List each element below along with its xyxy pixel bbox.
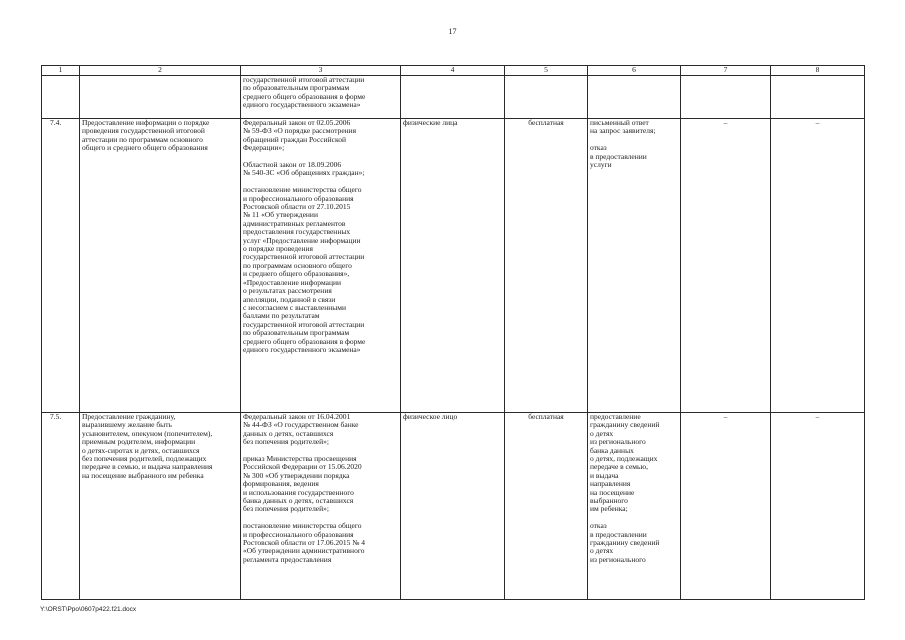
text-line: государственной итоговой аттестации <box>243 252 365 262</box>
text-line: предоставления государственных <box>243 227 351 237</box>
col8-value: – <box>771 413 865 600</box>
text-line: Российской Федерации от 15.06.2020 <box>243 462 362 472</box>
text-line: и среднего общего образования», <box>243 269 350 279</box>
text-line: «Предоставление информации <box>243 277 342 287</box>
text-line: передаче в семью, и выдача направления <box>82 462 213 472</box>
legal-basis <box>241 119 401 413</box>
text-line: Федерации»; <box>243 143 285 153</box>
column-header: 6 <box>588 66 681 76</box>
text-line: единого государственного экзамена» <box>243 344 361 354</box>
cell-result <box>588 76 681 119</box>
text-line: на запрос заявителя; <box>590 126 656 136</box>
table-row-7-5 <box>42 413 865 600</box>
text-line: с несогласием с выставленными <box>243 302 347 312</box>
recipients: физические лица <box>401 119 505 413</box>
service-name <box>80 413 241 600</box>
text-line: без попечения родителей, подлежащих <box>82 454 207 464</box>
text-line: на посещение выбранного им ребенка <box>82 470 204 480</box>
text-line: Областной закон от 18.09.2006 <box>243 160 342 170</box>
text-line: без попечения родителей»; <box>243 437 329 447</box>
column-header: 5 <box>505 66 588 76</box>
text-line: усыновителем, опекуном (попечителем), <box>82 428 213 438</box>
text-line: гражданину сведений <box>590 538 660 548</box>
text-line: Федеральный закон от 02.05.2006 <box>243 118 351 127</box>
text-line: о детях-сиротах и детях, оставшихся <box>82 445 200 455</box>
column-header: 1 <box>42 66 80 76</box>
text-line: № 540-ЗС «Об обращениях граждан»; <box>243 168 365 178</box>
continuation-row <box>42 76 865 119</box>
column-header: 7 <box>681 66 771 76</box>
text-line: среднего общего образования в форме <box>243 91 366 101</box>
text-line: Предоставление информации о порядке <box>82 118 210 127</box>
cost: бесплатная <box>505 413 588 600</box>
text-line: постановление министерства общего <box>243 521 362 531</box>
page-number: 17 <box>448 27 457 36</box>
text-line: и выдача <box>590 470 619 480</box>
recipients: физическое лицо <box>401 413 505 600</box>
text-line: о результатах рассмотрения <box>243 286 332 296</box>
cell-cost <box>505 76 588 119</box>
col7-value: – <box>681 119 771 413</box>
text-line: проведения государственной итоговой <box>82 126 205 136</box>
service-name <box>80 119 241 413</box>
text-line: о детях <box>590 546 614 556</box>
row-number: 7.4. <box>42 119 80 413</box>
text-line: Федеральный закон от 16.04.2001 <box>243 412 351 421</box>
text-line: передаче в семью, <box>590 462 648 472</box>
text-line: из регионального <box>590 554 646 564</box>
cell-legal-basis <box>241 76 401 119</box>
text-line: общего и среднего общего образования <box>82 143 208 153</box>
text-line: направления <box>590 479 631 489</box>
cell-recipients <box>401 76 505 119</box>
services-table <box>41 65 865 600</box>
legal-basis <box>241 413 401 600</box>
text-line: государственной итоговой аттестации <box>243 319 365 329</box>
text-line: гражданину сведений <box>590 420 660 430</box>
text-line: без попечения родителей»; <box>243 504 329 514</box>
text-line: обращений граждан Российской <box>243 134 346 144</box>
col8-value: – <box>771 119 865 413</box>
text-line: им ребенка; <box>590 504 628 514</box>
text-line: по программам основного общего <box>243 260 352 270</box>
cell-number <box>42 76 80 119</box>
text-line: отказ <box>590 143 607 153</box>
col7-value: – <box>681 413 771 600</box>
result <box>588 413 681 600</box>
text-line: услуг «Предоставление информации <box>243 235 361 245</box>
text-line: апелляции, поданной в связи <box>243 294 336 304</box>
cell-service-name <box>80 76 241 119</box>
column-header: 2 <box>80 66 241 76</box>
text-line: постановление министерства общего <box>243 185 362 195</box>
cell-col8 <box>771 76 865 119</box>
text-line: единого государственного экзамена» <box>243 100 361 110</box>
text-line: и использования государственного <box>243 487 354 497</box>
text-line: отказ <box>590 521 607 531</box>
text-line: № 59-ФЗ «О порядке рассмотрения <box>243 126 357 136</box>
text-line: Предоставление гражданину, <box>82 412 176 421</box>
text-line: № 11 «Об утверждении <box>243 210 318 220</box>
text-line: из регионального <box>590 437 646 447</box>
text-line: выразившему желание быть <box>82 420 172 430</box>
text-line: Ростовской области от 27.10.2015 <box>243 202 351 212</box>
row-number: 7.5. <box>42 413 80 600</box>
text-line: письменный ответ <box>590 118 649 127</box>
text-line: государственной итоговой аттестации <box>243 75 365 84</box>
text-line: данных о детях, оставшихся <box>243 428 334 438</box>
table-row-7-4 <box>42 119 865 413</box>
text-line: № 44-ФЗ «О государственном банке <box>243 420 359 430</box>
file-path-footer: Y:\ORST\Ppo\0607p422.f21.docx <box>40 606 137 613</box>
text-line: административных регламентов <box>243 218 346 228</box>
text-line: приемным родителем, информации <box>82 437 196 447</box>
text-line: банка данных <box>590 445 634 455</box>
text-line: банка данных о детях, оставшихся <box>243 496 354 506</box>
column-number-header <box>42 66 865 76</box>
text-line: среднего общего образования в форме <box>243 336 366 346</box>
cell-col7 <box>681 76 771 119</box>
text-line: по образовательным программам <box>243 328 350 338</box>
column-header: 8 <box>771 66 865 76</box>
text-line: о детях <box>590 428 614 438</box>
text-line: и профессионального образования <box>243 193 354 203</box>
text-line: выбранного <box>590 496 628 506</box>
text-line: № 300 «Об утверждении порядка <box>243 470 350 480</box>
text-line: «Об утверждении административного <box>243 546 365 556</box>
text-line: Ростовской области от 17.06.2015 № 4 <box>243 538 366 548</box>
text-line: в предоставлении <box>590 151 647 161</box>
text-line: баллами по результатам <box>243 311 320 321</box>
text-line: на посещение <box>590 487 635 497</box>
text-line: о детях, подлежащих <box>590 454 658 464</box>
column-header: 4 <box>401 66 505 76</box>
text-line: в предоставлении <box>590 529 647 539</box>
text-line: и профессионального образования <box>243 529 354 539</box>
text-line: услуги <box>590 160 612 170</box>
text-line: регламента предоставления <box>243 554 332 564</box>
text-line: предоставление <box>590 412 641 421</box>
column-header: 3 <box>241 66 401 76</box>
result <box>588 119 681 413</box>
text-line: о порядке проведения <box>243 244 313 254</box>
text-line: по образовательным программам <box>243 83 350 93</box>
cost: бесплатная <box>505 119 588 413</box>
text-line: аттестации по программам основного <box>82 134 203 144</box>
text-line: приказ Министерства просвещения <box>243 454 357 464</box>
text-line: формирования, ведения <box>243 479 319 489</box>
